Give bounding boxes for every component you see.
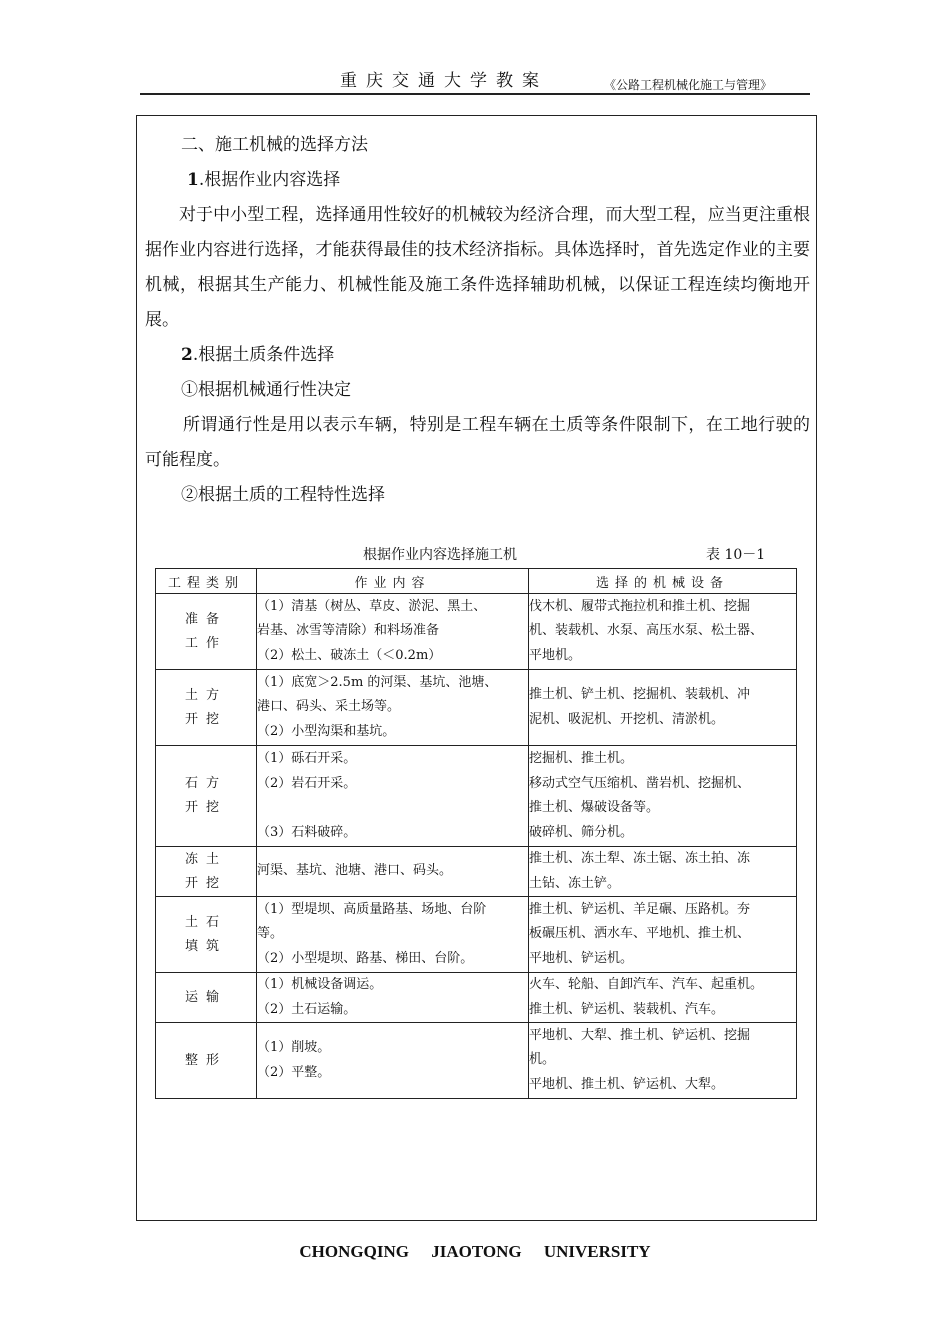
equipment-line: 平地机、推土机、铲运机、大犁。: [529, 1076, 725, 1092]
row-category: [156, 973, 257, 1023]
content-line: （1）机械设备调运。: [257, 977, 383, 992]
body-content: [145, 128, 810, 513]
equipment-line: 平地机、大犁、推土机、铲运机、挖掘: [529, 1027, 751, 1043]
row-category: [156, 670, 257, 746]
subsection-2-heading: [145, 338, 810, 373]
table-row: [156, 1023, 797, 1099]
equipment-line: 移动式空气压缩机、凿岩机、挖掘机、: [529, 775, 751, 791]
section-heading: 二、施工机械的选择方法: [181, 135, 368, 155]
table-row: [156, 594, 797, 670]
equipment-line: 泥机、吸泥机、开挖机、清淤机。: [529, 711, 725, 727]
content-line: 岩基、冰雪等清除）和料场准备: [257, 623, 440, 639]
content-line: （2）小型堤坝、路基、梯田、台阶。: [257, 950, 474, 966]
equipment-line: 推土机、铲土机、挖掘机、装载机、冲: [529, 687, 751, 702]
table-row: [156, 746, 797, 847]
content-line: 港口、码头、采土场等。: [257, 699, 401, 715]
equipment-line: 板碾压机、洒水车、平地机、推土机、: [529, 926, 751, 942]
header-content: 作业内容: [257, 569, 529, 594]
row-content: [257, 973, 529, 1023]
equipment-line: 平地机、铲运机。: [529, 950, 634, 966]
row-content: [257, 746, 529, 847]
paragraph-2: 所谓通行性是用以表示车辆，特别是工程车辆在土质等条件限制下，在工地行驶的可能程度。: [145, 415, 810, 470]
table-row: [156, 897, 797, 973]
content-line: （1）型堤坝、高质量路基、场地、台阶: [257, 901, 487, 917]
equipment-line: 土钻、冻土铲。: [529, 875, 621, 891]
category-line: 填筑: [184, 938, 227, 954]
equipment-line: 推土机、爆破设备等。: [529, 800, 660, 815]
content-line: （1）砾石开采。: [257, 751, 357, 766]
equipment-line: 推土机、铲运机、装载机、汽车。: [529, 1001, 725, 1017]
row-equipment: [529, 973, 797, 1023]
content-line: （1）清基（树丛、草皮、淤泥、黑土、: [257, 598, 487, 614]
header-course-name: 《公路工程机械化施工与管理》: [604, 78, 773, 92]
row-content: [257, 670, 529, 746]
content-line: 等。: [257, 926, 284, 942]
table-title: 根据作业内容选择施工机: [363, 547, 517, 563]
subsection-2-number: 2: [181, 345, 193, 365]
row-equipment: [529, 746, 797, 847]
row-category: [156, 746, 257, 847]
table-header-row: [156, 569, 797, 594]
table-caption: [155, 544, 795, 564]
content-line: （2）平整。: [257, 1064, 331, 1080]
equipment-line: 伐木机、履带式拖拉机和推土机、挖掘: [529, 598, 751, 614]
content-line: （2）土石运输。: [257, 1001, 357, 1017]
row-equipment: [529, 594, 797, 670]
category-line: 石方: [184, 776, 227, 791]
row-equipment: [529, 1023, 797, 1099]
category-line: 开挖: [184, 800, 227, 815]
content-line: （1）削坡。: [257, 1040, 331, 1055]
row-equipment: [529, 847, 797, 897]
footer-university: CHONGQING JIAOTONG UNIVERSITY: [299, 1242, 651, 1261]
category-line: 冻土: [184, 851, 227, 867]
category-line: 运输: [184, 989, 227, 1005]
category-line: 整形: [184, 1052, 227, 1068]
subsection-1-heading: [145, 163, 810, 198]
paragraph-1: 对于中小型工程，选择通用性较好的机械较为经济合理，而大型工程，应当更注重根据作业内容进行选择，才能获得最佳的技术经济指标。具体选择时，首先选定作业的主要机械，根据其生产能力、机械性能及施工条件选择辅助机械，以保证工程连续均衡地开展。: [145, 205, 810, 330]
row-content: [257, 897, 529, 973]
equipment-line: 火车、轮船、自卸汽车、汽车、起重机。: [529, 977, 764, 992]
content-line: （3）石料破碎。: [257, 824, 357, 840]
header-rule: [140, 93, 810, 95]
list-item-2: ②根据土质的工程特性选择: [181, 485, 385, 505]
row-content: [257, 847, 529, 897]
table-body: [156, 594, 797, 1099]
equipment-line: 机、装载机、水泵、高压水泵、松土器、: [529, 623, 764, 639]
subsection-2-title: .根据土质条件选择: [192, 345, 335, 365]
category-line: 开挖: [184, 711, 227, 727]
equipment-line: 机。: [529, 1052, 556, 1068]
row-content: [257, 1023, 529, 1099]
equipment-line: 挖掘机、推土机。: [529, 751, 634, 766]
header-equipment: 选择的机械设备: [529, 569, 797, 594]
row-equipment: [529, 897, 797, 973]
table-row: [156, 973, 797, 1023]
content-line: （2）松土、破冻土（＜0.2m）: [257, 647, 442, 663]
equipment-line: 推土机、铲运机、羊足碾、压路机。夯: [529, 901, 751, 917]
category-line: 土方: [184, 687, 227, 703]
row-content: [257, 594, 529, 670]
content-line: [257, 796, 528, 821]
row-equipment: [529, 670, 797, 746]
table-row: [156, 670, 797, 746]
content-line: （1）底宽＞2.5m 的河渠、基坑、池塘、: [257, 674, 498, 690]
equipment-line: 破碎机、筛分机。: [529, 824, 634, 840]
content-line: （2）岩石开采。: [257, 775, 357, 791]
header-category: 工程类别: [156, 569, 257, 594]
equipment-line: 推土机、冻土犁、冻土锯、冻土拍、冻: [529, 851, 751, 866]
list-item-1: ①根据机械通行性决定: [181, 380, 351, 400]
category-line: 准备: [184, 611, 227, 627]
subsection-1-number: 1: [187, 170, 199, 190]
equipment-line: 平地机。: [529, 647, 582, 663]
category-line: 工作: [184, 635, 227, 651]
category-line: 开挖: [184, 875, 227, 891]
subsection-1-title: .根据作业内容选择: [198, 170, 341, 190]
content-line: 河渠、基坑、池塘、港口、码头。: [257, 863, 453, 879]
row-category: [156, 847, 257, 897]
row-category: [156, 594, 257, 670]
category-line: 土石: [184, 914, 227, 930]
content-line: （2）小型沟渠和基坑。: [257, 723, 396, 739]
machinery-table: [155, 568, 797, 1099]
row-category: [156, 897, 257, 973]
table-row: [156, 847, 797, 897]
header-title: 重庆交通大学教案: [340, 71, 548, 91]
table-number: 表 10－1: [706, 547, 766, 563]
row-category: [156, 1023, 257, 1099]
